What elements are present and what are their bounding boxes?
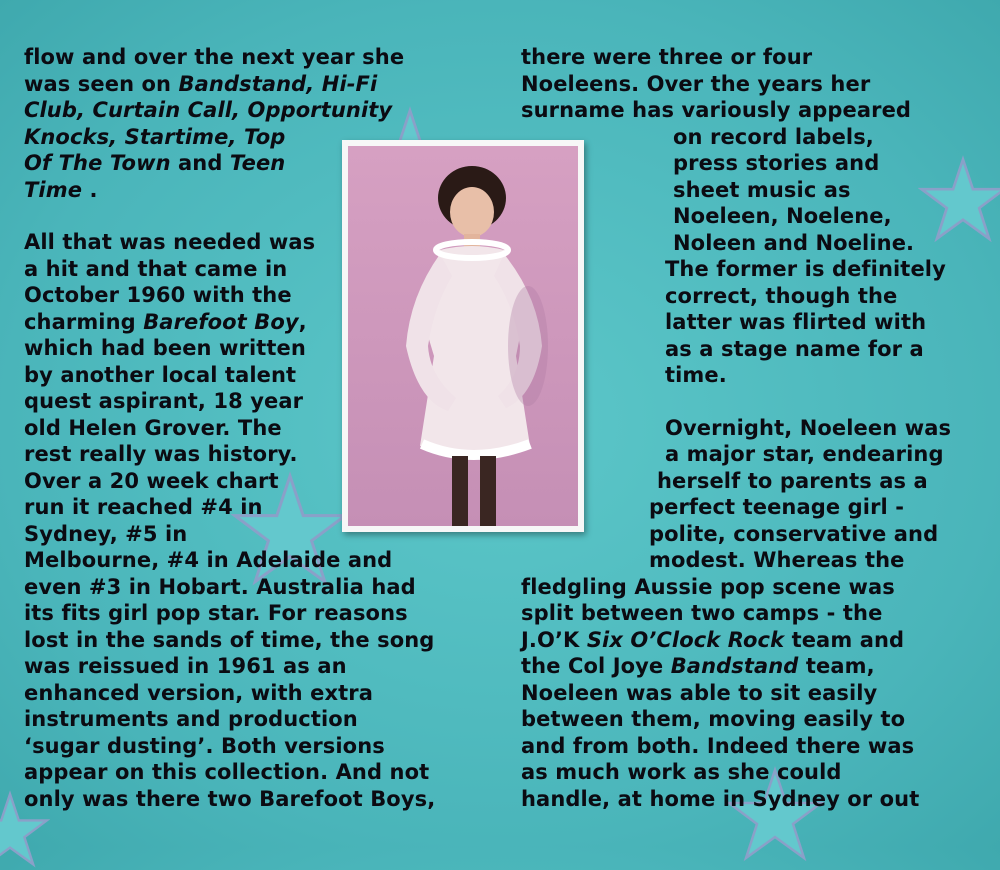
text-line	[521, 733, 951, 760]
text-segment: handle, at home in Sydney or out	[521, 786, 920, 811]
text-segment: fledgling Aussie pop scene was	[521, 574, 895, 599]
text-segment: enhanced version, with extra	[24, 680, 374, 705]
text-line	[521, 150, 951, 177]
text-line	[521, 468, 951, 495]
text-segment: Noeleen, Noelene,	[673, 204, 892, 228]
text-segment: split between two camps - the	[521, 601, 883, 625]
text-segment: Over a 20 week chart	[24, 468, 279, 493]
text-segment: was reissued in 1961 as an	[24, 654, 347, 678]
text-line	[24, 653, 435, 680]
text-line	[24, 256, 435, 283]
text-segment: a hit and that came in	[24, 256, 288, 281]
text-segment: surname has variously appeared	[521, 98, 912, 122]
text-segment: and from both. Indeed there was	[521, 733, 915, 758]
text-line	[24, 759, 435, 786]
text-segment: appear on this collection. And not	[24, 760, 430, 784]
text-line	[24, 362, 435, 389]
text-segment: Noeleen was able to sit easily	[521, 680, 878, 705]
text-segment: Bandstand, Hi-Fi	[178, 71, 378, 96]
text-line	[24, 494, 435, 521]
text-line	[521, 256, 951, 283]
text-line	[521, 574, 951, 601]
text-line	[521, 680, 951, 707]
text-line	[24, 388, 435, 415]
text-segment: by another local talent	[24, 362, 297, 387]
text-segment: as a stage name for a	[665, 336, 924, 361]
text-segment: Teen	[229, 151, 286, 175]
text-line	[24, 71, 435, 98]
text-line	[24, 150, 435, 177]
text-line	[521, 309, 951, 336]
text-line	[24, 97, 435, 124]
text-line	[521, 389, 951, 415]
text-line	[521, 547, 951, 574]
text-line	[24, 309, 435, 336]
text-segment: ,	[298, 309, 307, 334]
text-line	[521, 336, 951, 363]
text-segment: Bandstand	[670, 654, 799, 678]
text-segment: modest. Whereas the	[649, 548, 905, 572]
text-segment: there were three or four	[521, 45, 813, 69]
text-line	[24, 203, 435, 229]
text-line	[521, 230, 951, 257]
text-segment: old Helen Grover. The	[24, 415, 282, 440]
text-segment: October 1960 with the	[24, 283, 292, 307]
text-line	[521, 71, 951, 98]
text-segment: Club, Curtain Call, Opportunity	[24, 98, 393, 122]
text-segment: lost in the sands of time, the song	[24, 627, 435, 652]
text-segment: rest really was history.	[24, 442, 298, 466]
text-segment: even #3 in Hobart. Australia had	[24, 574, 416, 599]
text-segment: Time	[24, 177, 83, 202]
text-line	[24, 124, 435, 151]
text-line	[521, 600, 951, 627]
text-line	[521, 521, 951, 548]
text-line	[521, 44, 951, 71]
text-line	[24, 733, 435, 760]
text-segment: J.O’K	[521, 627, 587, 652]
text-line	[24, 600, 435, 627]
text-line	[521, 362, 951, 389]
text-segment: team and	[784, 627, 905, 652]
text-segment: Sydney, #5 in	[24, 521, 188, 546]
text-segment: herself to parents as a	[657, 468, 928, 493]
text-line	[521, 441, 951, 468]
text-line	[24, 177, 435, 204]
text-segment: charming	[24, 309, 144, 334]
text-line	[521, 203, 951, 230]
text-line	[521, 759, 951, 786]
text-segment: Overnight, Noeleen was	[665, 415, 952, 440]
text-line	[521, 97, 951, 124]
text-segment: correct, though the	[665, 283, 898, 308]
text-segment: flow and over the next year she	[24, 45, 405, 69]
right-column	[521, 44, 951, 812]
text-line	[24, 680, 435, 707]
text-line	[24, 335, 435, 362]
text-line	[521, 415, 951, 442]
text-line	[521, 177, 951, 204]
text-line	[24, 547, 435, 574]
text-line	[24, 786, 435, 813]
text-line	[24, 229, 435, 256]
text-segment: and	[170, 151, 230, 175]
text-segment: Knocks, Startime, Top	[24, 124, 286, 149]
text-line	[24, 441, 435, 468]
text-segment: press stories and	[673, 151, 880, 175]
text-line	[521, 494, 951, 521]
text-segment: as much work as she could	[521, 760, 842, 784]
text-line	[521, 124, 951, 151]
text-segment: Six O’Clock Rock	[586, 627, 785, 652]
text-line	[24, 44, 435, 71]
text-line	[24, 468, 435, 495]
text-line	[24, 521, 435, 548]
text-segment: .	[82, 177, 98, 202]
text-segment: was seen on	[24, 71, 179, 96]
text-segment: latter was flirted with	[665, 310, 927, 334]
text-line	[521, 283, 951, 310]
text-line	[24, 706, 435, 733]
text-segment: All that was needed was	[24, 230, 316, 254]
left-column	[24, 44, 435, 812]
text-line	[521, 627, 951, 654]
text-segment: quest aspirant, 18 year	[24, 389, 304, 413]
text-segment: on record labels,	[673, 124, 874, 149]
text-segment: sheet music as	[673, 177, 851, 202]
text-segment: Noeleens. Over the years her	[521, 71, 871, 96]
text-segment: only was there two Barefoot Boys,	[24, 786, 436, 811]
text-line	[24, 282, 435, 309]
text-segment: Melbourne, #4 in Adelaide and	[24, 548, 393, 572]
text-segment: Of The Town	[24, 151, 171, 175]
text-segment: The former is definitely	[665, 257, 946, 281]
text-segment: polite, conservative and	[649, 521, 939, 546]
text-segment: time.	[665, 363, 727, 387]
text-segment: perfect teenage girl -	[649, 495, 905, 519]
text-segment: Barefoot Boy	[143, 309, 299, 334]
text-line	[24, 574, 435, 601]
text-segment: ‘sugar dusting’. Both versions	[24, 733, 385, 758]
text-line	[521, 653, 951, 680]
text-line	[24, 627, 435, 654]
text-segment: the Col Joye	[521, 654, 671, 678]
text-segment: between them, moving easily to	[521, 707, 906, 731]
text-line	[24, 415, 435, 442]
text-segment: run it reached #4 in	[24, 495, 263, 519]
text-segment: team,	[798, 654, 875, 678]
text-segment: instruments and production	[24, 707, 358, 731]
text-segment: a major star, endearing	[665, 442, 944, 466]
text-segment: which had been written	[24, 336, 306, 360]
text-segment: Noleen and Noeline.	[673, 230, 915, 255]
text-line	[521, 706, 951, 733]
text-segment: its fits girl pop star. For reasons	[24, 601, 408, 625]
text-line	[521, 786, 951, 813]
